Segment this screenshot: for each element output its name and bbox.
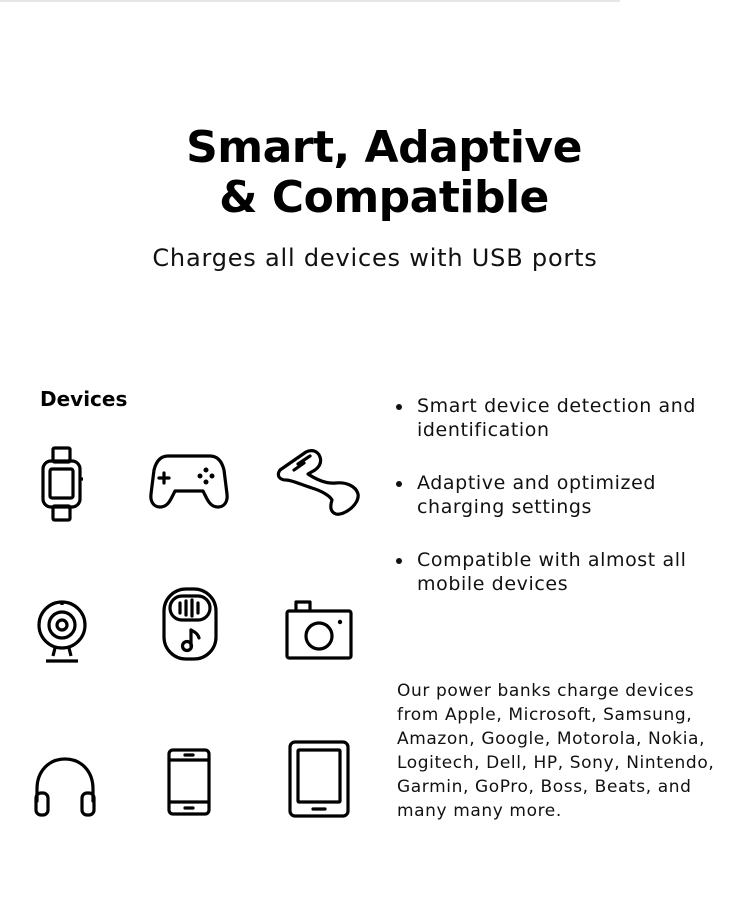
compatibility-paragraph: Our power banks charge devices from Apple, Microsoft, Samsung, Amazon, Google, Motorola, Nokia, Logitech, Dell, HP, Sony, Nintendo, Garmin, GoPro, Boss, Beats, and many many more. bbox=[397, 681, 715, 821]
feature-item: Adaptive and optimized charging settings bbox=[396, 471, 736, 519]
top-divider bbox=[0, 0, 620, 2]
barcode-scanner-icon bbox=[270, 446, 362, 520]
title-line-1: Smart, Adaptive bbox=[186, 122, 582, 173]
webcam-icon bbox=[33, 598, 91, 666]
feature-item: Smart device detection and identification bbox=[396, 394, 736, 442]
gamepad-icon bbox=[148, 452, 230, 510]
devices-heading: Devices bbox=[40, 387, 128, 411]
headphones-icon bbox=[31, 755, 99, 819]
smartphone-icon bbox=[164, 746, 214, 818]
tablet-icon bbox=[286, 738, 352, 820]
feature-list bbox=[396, 394, 736, 625]
camera-icon bbox=[282, 596, 356, 662]
feature-item: Compatible with almost all mobile devices bbox=[396, 548, 736, 596]
page-subtitle: Charges all devices with USB ports bbox=[152, 244, 598, 272]
title-line-2: & Compatible bbox=[219, 172, 549, 223]
music-player-icon bbox=[160, 585, 220, 663]
page-title bbox=[0, 123, 750, 223]
smartwatch-icon bbox=[38, 445, 86, 523]
